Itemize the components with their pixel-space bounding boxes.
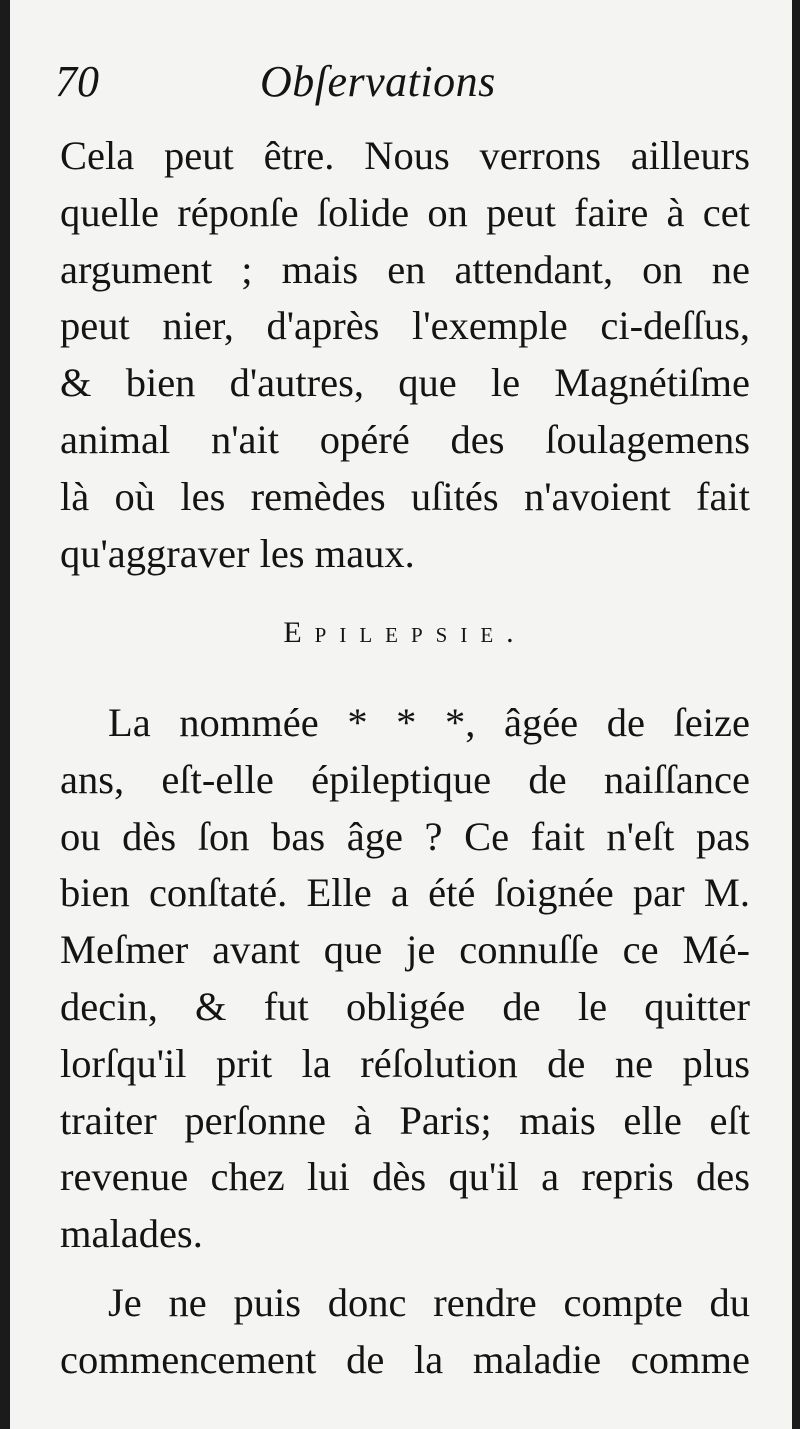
text-line: Cela peut être. Nous verrons ailleurs <box>60 133 750 178</box>
page-header <box>55 52 755 122</box>
text-line: animal n'ait opéré des ſoulagemens <box>60 416 750 462</box>
paragraph-2 <box>60 695 750 1263</box>
book-page <box>10 0 792 1429</box>
text-line: lorſqu'il prit la réſolution de ne plus <box>60 1040 750 1086</box>
text-line: & bien d'autres, que le Magnétiſme <box>60 360 750 406</box>
text-line: Meſmer avant que je connuſſe ce Mé- <box>60 927 750 973</box>
text-line: qu'aggraver les maux. <box>60 530 415 576</box>
text-line: malades. <box>60 1211 203 1257</box>
text-line: quelle réponſe ſolide on peut faire à cet <box>60 189 750 235</box>
text-line: Je ne puis donc rendre compte du <box>108 1280 750 1325</box>
text-line: là où les remèdes uſités n'avoient fait <box>60 473 750 519</box>
text-line: commencement de la maladie comme <box>60 1336 750 1382</box>
text-line: bien conſtaté. Elle a été ſoignée par M. <box>60 870 750 916</box>
text-line: La nommée * * *, âgée de ſeize <box>108 700 750 745</box>
text-line: argument ; mais en attendant, on ne <box>60 246 750 292</box>
text-line: ans, eſt-elle épileptique de naiſſance <box>60 756 750 802</box>
paragraph-1 <box>60 128 750 582</box>
page-number: 70 <box>55 57 99 106</box>
text-line: traiter perſonne à Paris; mais elle eſt <box>60 1097 750 1143</box>
section-heading: Epilepsie. <box>283 616 527 649</box>
text-line: ou dès ſon bas âge ? Ce fait n'eſt pas <box>60 813 750 859</box>
paragraph-3 <box>60 1275 750 1389</box>
running-title: Obſervations <box>260 57 496 106</box>
text-line: decin, & fut obligée de le quitter <box>60 983 750 1029</box>
text-line: revenue chez lui dès qu'il a repris des <box>60 1154 750 1200</box>
text-line: peut nier, d'après l'exemple ci-deſſus, <box>60 303 750 349</box>
